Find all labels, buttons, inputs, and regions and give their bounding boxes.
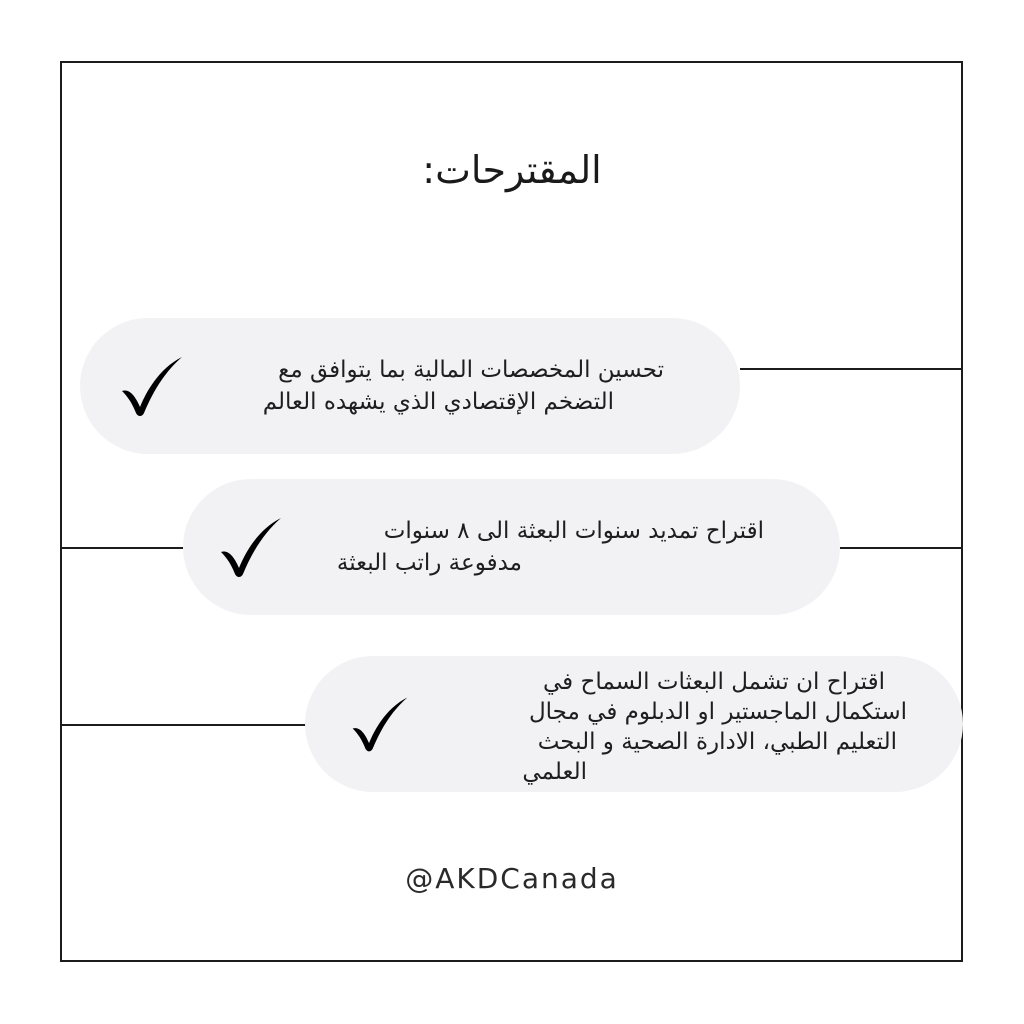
suggestion-1-line-1: تحسين المخصصات المالية بما يتوافق مع [278,357,664,383]
suggestion-card-1 [80,318,740,454]
suggestion-3-line-3: التعليم الطبي، الادارة الصحية و البحث [537,729,897,755]
suggestion-1-line-2: التضخم الإقتصادي الذي يشهده العالم [262,389,614,415]
connector-line-2-left [60,547,183,549]
suggestion-2-line-2: مدفوعة راتب البعثة [336,550,522,576]
suggestion-3-line-2: استكمال الماجستير او الدبلوم في مجال [528,699,907,725]
suggestion-card-2 [183,479,840,615]
page-title: المقترحات: [422,148,602,192]
checkmark-icon [118,353,186,419]
social-handle: @AKDCanada [405,862,619,895]
connector-line-1 [740,368,963,370]
suggestion-3-line-4: العلمي [522,759,587,785]
checkmark-icon [349,692,411,756]
suggestion-card-3 [305,656,963,792]
connector-line-2-right [840,547,963,549]
suggestion-3-line-1: اقتراح ان تشمل البعثات السماح في [543,669,885,695]
checkmark-icon [217,514,285,580]
suggestion-2-line-1: اقتراح تمديد سنوات البعثة الى ٨ سنوات [383,518,764,544]
connector-line-3 [60,724,325,726]
